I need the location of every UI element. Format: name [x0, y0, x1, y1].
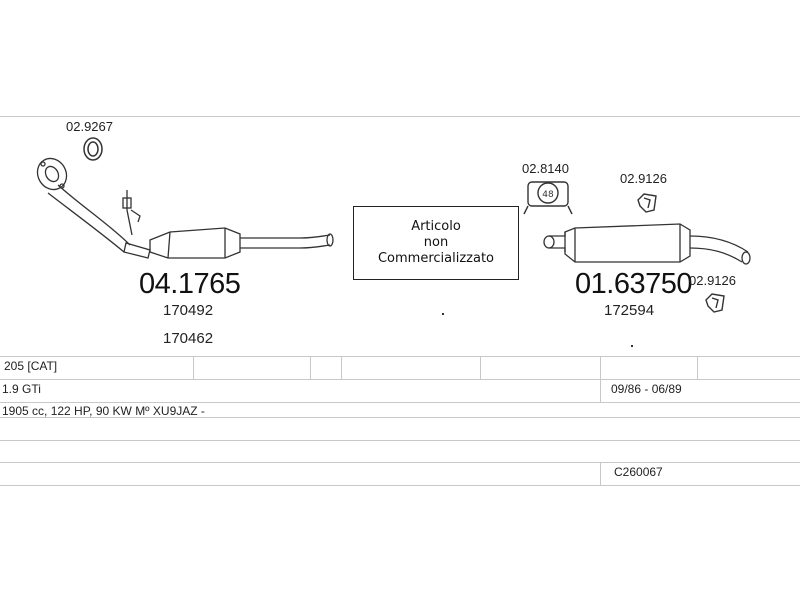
front-pipe-catalyst-icon[interactable]	[32, 153, 333, 258]
table-row-border	[0, 462, 800, 463]
clamp-right-bottom-icon[interactable]	[706, 294, 724, 312]
clamp-right-top-code: 02.9126	[620, 171, 667, 186]
column-divider	[310, 356, 311, 379]
vehicle-model: 205 [CAT]	[4, 359, 58, 373]
front-pipe-ref-2: 170462	[163, 330, 214, 347]
table-row-border	[0, 440, 800, 441]
column-divider	[600, 462, 601, 485]
notice-line-2: non	[423, 235, 449, 250]
top-divider	[0, 116, 800, 117]
engine-specification: 1905 cc, 122 HP, 90 KW Mº XU9JAZ -	[2, 404, 205, 418]
rear-silencer-icon[interactable]	[544, 224, 750, 264]
notice-line-1: Articolo	[411, 219, 461, 234]
marker-dot	[631, 345, 633, 347]
column-divider	[697, 356, 698, 379]
front-pipe-ref-1: 170492	[163, 302, 214, 319]
clamp-right-bottom-code: 02.9126	[689, 273, 736, 288]
front-pipe-part-number: 04.1765	[139, 268, 241, 300]
column-divider	[193, 356, 194, 379]
column-divider	[600, 356, 601, 402]
notice-line-3: Commercializzato	[377, 251, 495, 266]
clamp-left-code: 02.9267	[66, 119, 113, 134]
table-row-border	[0, 379, 800, 380]
clamp-left-icon[interactable]	[84, 138, 102, 160]
table-row-border	[0, 402, 800, 403]
marker-dot	[442, 313, 444, 315]
bracket-code: 02.8140	[522, 161, 569, 176]
rear-silencer-part-number: 01.63750	[575, 268, 692, 300]
not-available-notice	[353, 206, 519, 280]
column-divider	[480, 356, 481, 379]
catalog-code: C260067	[614, 465, 663, 479]
table-top-border	[0, 356, 800, 357]
clamp-right-top-icon[interactable]	[638, 194, 656, 212]
table-bottom-border	[0, 485, 800, 486]
rear-silencer-ref: 172594	[604, 302, 655, 319]
column-divider	[341, 356, 342, 379]
bracket-number: 48	[542, 190, 554, 200]
vehicle-engine: 1.9 GTi	[2, 382, 41, 396]
production-years: 09/86 - 06/89	[611, 382, 682, 396]
